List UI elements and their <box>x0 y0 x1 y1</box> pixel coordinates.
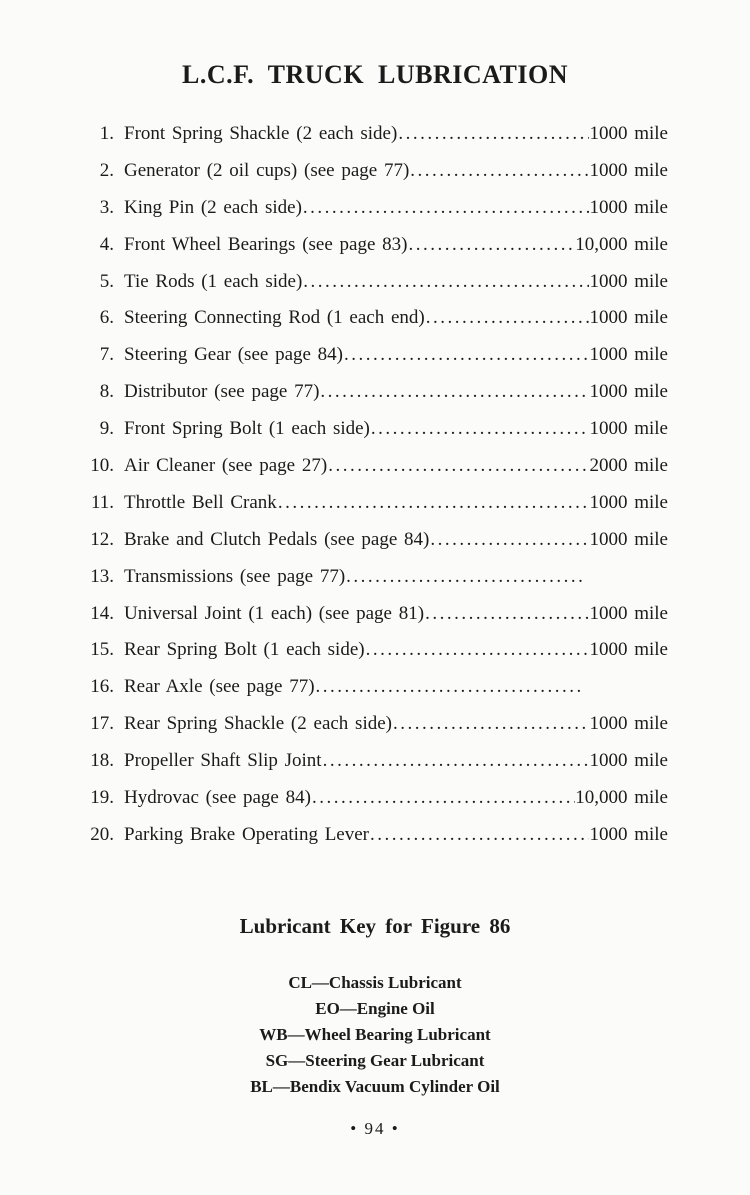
lubricant-key-entry: BL—Bendix Vacuum Cylinder Oil <box>250 1076 500 1096</box>
dot-leader <box>370 411 590 448</box>
dot-leader <box>365 632 590 669</box>
lubrication-item <box>86 116 668 153</box>
item-number: 11. <box>90 491 114 513</box>
dot-leader <box>327 448 589 485</box>
lubrication-item <box>86 522 668 559</box>
dot-leader <box>319 374 589 411</box>
dot-leader <box>343 337 589 374</box>
item-number: 15. <box>90 639 114 661</box>
item-number: 10. <box>90 455 114 477</box>
item-name: Parking Brake Operating Lever <box>124 823 369 845</box>
item-name: Tie Rods (1 each side) <box>124 270 303 292</box>
item-name: Brake and Clutch Pedals (see page 84) <box>124 528 430 550</box>
page-title: L.C.F. TRUCK LUBRICATION <box>182 60 568 89</box>
lubrication-item <box>86 153 668 190</box>
lubrication-item <box>86 596 668 633</box>
item-mileage: 1000 mile <box>589 491 668 513</box>
dot-leader <box>322 743 590 780</box>
dot-leader <box>407 227 575 264</box>
item-number: 13. <box>90 565 114 587</box>
item-mileage: 1000 mile <box>589 418 668 440</box>
item-number: 5. <box>99 270 114 292</box>
item-mileage: 1000 mile <box>589 602 668 624</box>
item-number: 16. <box>90 676 114 698</box>
item-mileage: 1000 mile <box>589 270 668 292</box>
item-name: Air Cleaner (see page 27) <box>124 455 328 477</box>
item-mileage: 1000 mile <box>589 123 668 144</box>
item-mileage: 1000 mile <box>589 528 668 550</box>
lubrication-item <box>86 817 668 854</box>
item-name: Propeller Shaft Slip Joint <box>124 750 322 772</box>
dot-leader <box>392 706 589 743</box>
dot-leader <box>397 116 589 153</box>
item-name: Rear Spring Bolt (1 each side) <box>124 639 365 661</box>
item-name: Front Spring Shackle (2 each side) <box>124 123 398 144</box>
lubricant-key-entry: SG—Steering Gear Lubricant <box>265 1050 485 1070</box>
item-number: 14. <box>90 602 114 624</box>
lubrication-list <box>86 116 668 854</box>
item-number: 6. <box>99 307 114 329</box>
item-mileage: 1000 mile <box>589 307 668 329</box>
lubrication-item <box>86 448 668 485</box>
lubrication-item <box>86 632 668 669</box>
item-number: 4. <box>99 233 114 255</box>
lubrication-item <box>86 337 668 374</box>
lubrication-item <box>86 190 668 227</box>
lubrication-item <box>86 559 668 596</box>
lubrication-item <box>86 485 668 522</box>
item-number: 7. <box>99 344 114 366</box>
item-name: Rear Spring Shackle (2 each side) <box>124 713 392 735</box>
item-name: Front Spring Bolt (1 each side) <box>124 418 370 440</box>
item-number: 9. <box>99 418 114 440</box>
item-name: Throttle Bell Crank <box>124 491 277 513</box>
item-name: King Pin (2 each side) <box>124 196 302 218</box>
lubricant-key-entry: WB—Wheel Bearing Lubricant <box>259 1024 491 1044</box>
item-number: 18. <box>90 750 114 772</box>
item-name: Front Wheel Bearings (see page 83) <box>124 233 408 255</box>
dot-leader <box>409 153 589 190</box>
lubrication-item <box>86 227 668 264</box>
lubrication-item <box>86 780 668 817</box>
lubrication-item <box>86 300 668 337</box>
lubricant-key-entry: CL—Chassis Lubricant <box>288 972 462 992</box>
page-number: • 94 • <box>350 1119 400 1138</box>
lubrication-item <box>86 669 668 706</box>
item-number: 1. <box>99 123 114 144</box>
lubrication-item <box>86 264 668 301</box>
item-name: Transmissions (see page 77) <box>124 565 346 587</box>
dot-leader <box>424 596 589 633</box>
lubrication-item <box>86 743 668 780</box>
lubricant-key-entry: EO—Engine Oil <box>315 998 435 1018</box>
item-number: 20. <box>90 823 114 845</box>
item-number: 12. <box>90 528 114 550</box>
item-number: 19. <box>90 787 114 809</box>
dot-leader <box>425 300 590 337</box>
dot-leader <box>345 559 582 596</box>
dot-leader <box>369 817 589 854</box>
item-mileage: 2000 mile <box>589 455 668 477</box>
item-mileage: 1000 mile <box>589 823 668 845</box>
item-mileage: 1000 mile <box>589 713 668 735</box>
item-name: Rear Axle (see page 77) <box>124 676 315 698</box>
item-name: Generator (2 oil cups) (see page 77) <box>124 159 410 181</box>
lubrication-item <box>86 706 668 743</box>
lubrication-item <box>86 374 668 411</box>
item-name: Distributor (see page 77) <box>124 381 320 403</box>
item-mileage: 1000 mile <box>589 196 668 218</box>
item-number: 3. <box>99 196 114 218</box>
item-name: Hydrovac (see page 84) <box>124 787 311 809</box>
dot-leader <box>315 669 582 706</box>
item-mileage: 1000 mile <box>589 750 668 772</box>
item-mileage: 1000 mile <box>589 381 668 403</box>
item-mileage: 10,000 mile <box>575 787 668 809</box>
dot-leader <box>429 522 589 559</box>
item-number: 17. <box>90 713 114 735</box>
item-mileage: 1000 mile <box>589 344 668 366</box>
item-name: Steering Connecting Rod (1 each end) <box>124 307 425 329</box>
item-mileage: 1000 mile <box>589 159 668 181</box>
dot-leader <box>302 190 590 227</box>
item-number: 8. <box>99 381 114 403</box>
item-name: Universal Joint (1 each) (see page 81) <box>124 602 425 624</box>
lubrication-item <box>86 411 668 448</box>
item-number: 2. <box>99 159 114 181</box>
dot-leader <box>277 485 590 522</box>
item-name: Steering Gear (see page 84) <box>124 344 344 366</box>
dot-leader <box>311 780 575 817</box>
item-mileage: 10,000 mile <box>575 233 668 255</box>
lubricant-key-list <box>0 970 750 1100</box>
item-mileage: 1000 mile <box>589 639 668 661</box>
lubricant-key-title: Lubricant Key for Figure 86 <box>239 913 511 938</box>
dot-leader <box>302 264 589 301</box>
